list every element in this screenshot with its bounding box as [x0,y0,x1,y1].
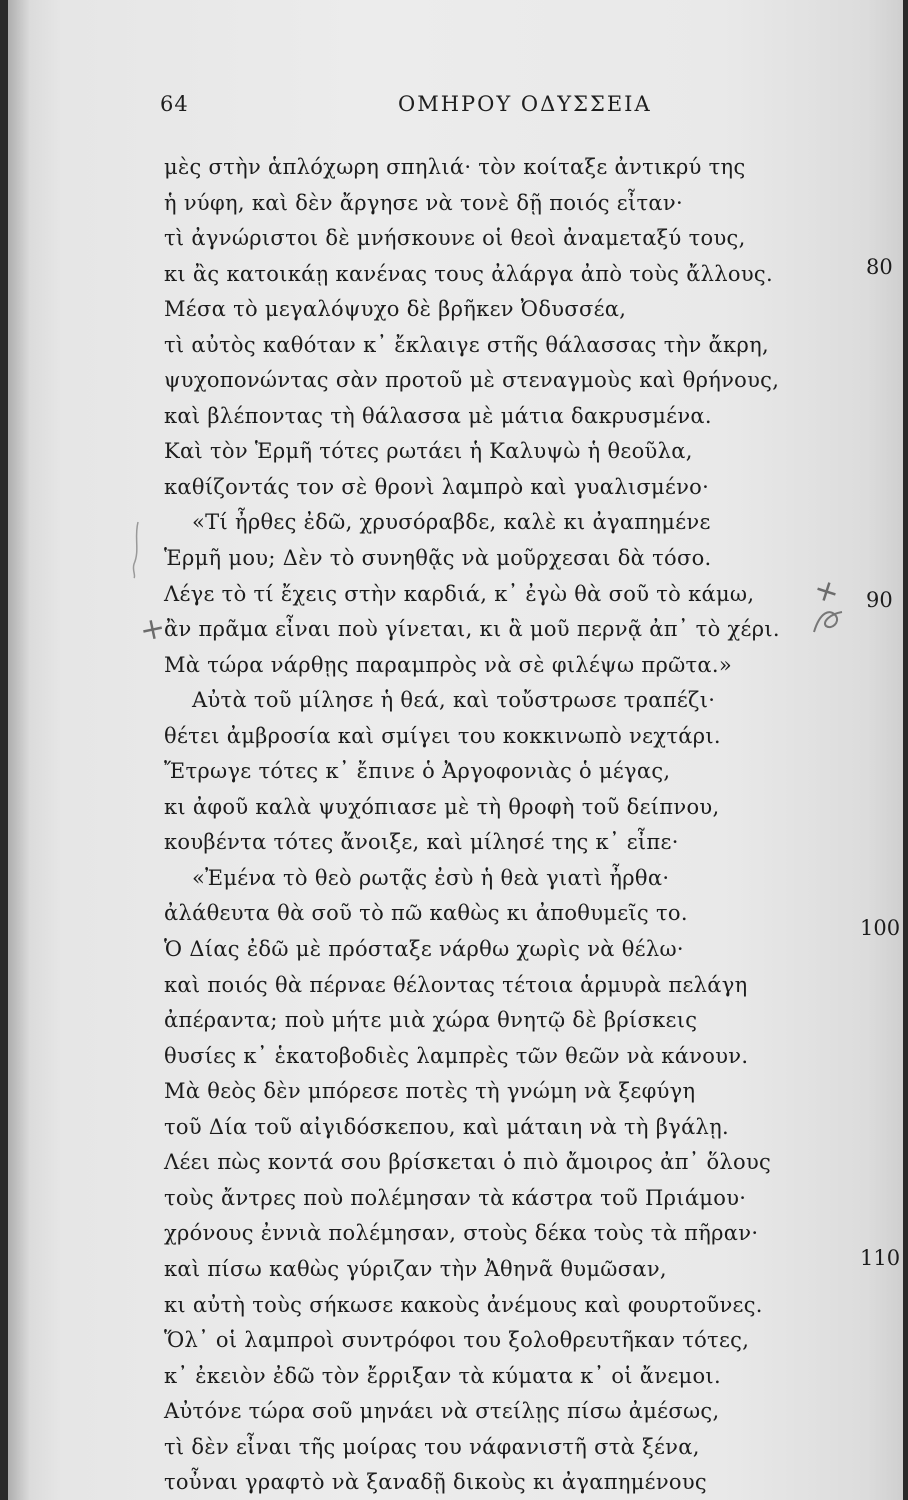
verse-line: Αὐτὰ τοῦ μίλησε ἡ θεά, καὶ τοὔστρωσε τραπέζι· [192,688,716,713]
verse-line: τὶ ἀγνώριστοι δὲ μνήσκουνε οἱ θεοὶ ἀναμεταξύ τους, [164,226,746,251]
verse-line: Αὐτόνε τώρα σοῦ μηνάει νὰ στείλῃς πίσω ἀμέσως, [164,1399,720,1424]
verse-line: ἡ νύφη, καὶ δὲν ἄργησε νὰ τονὲ δῇ ποιός εἶταν· [164,190,683,215]
line-number-80: 80 [866,255,893,279]
verse-line: καὶ βλέποντας τὴ θάλασσα μὲ μάτια δακρυσμένα. [164,403,712,428]
verse-line: τοὺς ἄντρες ποὺ πολέμησαν τὰ κάστρα τοῦ Πριάμου· [164,1185,747,1210]
verse-line: χρόνους ἐννιὰ πολέμησαν, στοὺς δέκα τοὺς τὰ πῆραν· [164,1221,759,1246]
verse-line: καθίζοντάς τον σὲ θρονὶ λαμπρὸ καὶ γυαλισμένο· [164,474,710,499]
verse-line: ἀπέραντα; ποὺ μήτε μιὰ χώρα θνητῷ δὲ βρίσκεις [164,1008,698,1033]
verse-line: μὲς στὴν ἁπλόχωρη σπηλιά· τὸν κοίταξε ἀντικρύ της [164,155,746,179]
verse-line: τοῦ Δία τοῦ αἰγιδόσκεπου, καὶ μάταιη νὰ τὴ βγάλῃ. [164,1114,730,1139]
verse-line: Λέει πὼς κοντά σου βρίσκεται ὁ πιὸ ἄμοιρος ἀπ᾽ ὅλους [164,1150,772,1175]
verse-line: κι αὐτὴ τοὺς σήκωσε κακοὺς ἀνέμους καὶ φουρτοῦνες. [164,1292,763,1317]
line-number-100: 100 [860,916,901,940]
verse-line: θυσίες κ᾽ ἑκατοβοδιὲς λαμπρὲς τῶν θεῶν νὰ κάνουν. [164,1043,749,1068]
verse-line: ἂν πρᾶμα εἶναι ποὺ γίνεται, κι ἃ μοῦ περνᾷ ἀπ᾽ τὸ χέρι. [164,617,780,642]
page-number: 64 [160,92,189,116]
verse-line: Ἑρμῆ μου; Δὲν τὸ συνηθᾷς νὰ μοῦρχεσαι δὰ τόσο. [164,546,712,571]
verse-line: Καὶ τὸν Ἑρμῆ τότες ρωτάει ἡ Καλυψὼ ἡ θεοῦλα, [164,439,693,464]
verse-line: κ᾽ ἐκειὸν ἐδῶ τὸν ἔρριξαν τὰ κύματα κ᾽ οἱ ἄνεμοι. [164,1363,721,1388]
verse-line: κι ἂς κατοικάῃ κανένας τους ἀλάργα ἀπὸ τοὺς ἄλλους. [164,261,773,286]
verse-line: «Τί ἦρθες ἐδῶ, χρυσόραβδε, καλὲ κι ἀγαπημένε [192,510,711,535]
pencil-plus-mark-left: + [136,609,169,650]
verse-line: Ἔτρωγε τότες κ᾽ ἔπινε ὁ Ἀργοφονιὰς ὁ μέγας, [164,759,671,784]
book-page [8,0,903,1500]
verse-line: τὶ δὲν εἶναι τῆς μοίρας του νάφανιστῆ στὰ ξένα, [164,1434,700,1459]
verse-line: Λέγε τὸ τί ἔχεις στὴν καρδιά, κ᾽ ἐγὼ θὰ σοῦ τὸ κάμω, [164,581,755,606]
verse-line: ἀλάθευτα θὰ σοῦ τὸ πῶ καθὼς κι ἀποθυμεῖς το. [164,901,688,926]
verse-line: Μέσα τὸ μεγαλόψυχο δὲ βρῆκεν Ὀδυσσέα, [164,297,627,322]
running-title: ΟΜΗΡΟΥ ΟΔΥΣΣΕΙΑ [398,92,652,116]
verse-line: κι ἀφοῦ καλὰ ψυχόπιασε μὲ τὴ θροφὴ τοῦ δείπνου, [164,794,720,819]
verse-line: καὶ ποιός θὰ πέρναε θέλοντας τέτοια ἁρμυρὰ πελάγη [164,972,748,997]
line-number-90: 90 [866,588,893,612]
verse-line: ψυχοπονώντας σὰν προτοῦ μὲ στεναγμοὺς καὶ θρήνους, [164,368,780,393]
verse-line: κουβέντα τότες ἄνοιξε, καὶ μίλησέ της κ᾽ εἶπε· [164,830,679,855]
verse-line: Ὁ Δίας ἐδῶ μὲ πρόσταξε νάρθω χωρὶς νὰ θέλω· [164,937,684,962]
verse-line: Ὅλ᾽ οἱ λαμπροὶ συντρόφοι του ξολοθρευτῆκαν τότες, [164,1328,750,1353]
verse-line: Μὰ τώρα νάρθῃς παραμπρὸς νὰ σὲ φιλέψω πρῶτα.» [164,652,733,677]
pencil-stroke-icon [128,520,144,580]
pencil-scribble-icon [808,602,848,638]
line-number-110: 110 [860,1246,901,1270]
verse-line: τοὖναι γραφτὸ νὰ ξαναδῇ δικοὺς κι ἀγαπημένους [164,1470,707,1495]
pencil-plus-mark-right: + [809,570,844,613]
verse-line: «Ἐμένα τὸ θεὸ ρωτᾷς ἐσὺ ἡ θεὰ γιατὶ ἦρθα· [192,865,670,890]
verse-line: καὶ πίσω καθὼς γύριζαν τὴν Ἀθηνᾶ θυμῶσαν, [164,1256,667,1281]
verse-line: Μὰ θεὸς δὲν μπόρεσε ποτὲς τὴ γνώμη νὰ ξεφύγη [164,1079,696,1104]
verse-line: τὶ αὐτὸς καθόταν κ᾽ ἔκλαιγε στῆς θάλασσας τὴν ἄκρη, [164,332,769,357]
verse-line: θέτει ἀμβροσία καὶ σμίγει του κοκκινωπὸ νεχτάρι. [164,723,721,748]
line-number-margin [8,0,903,1500]
